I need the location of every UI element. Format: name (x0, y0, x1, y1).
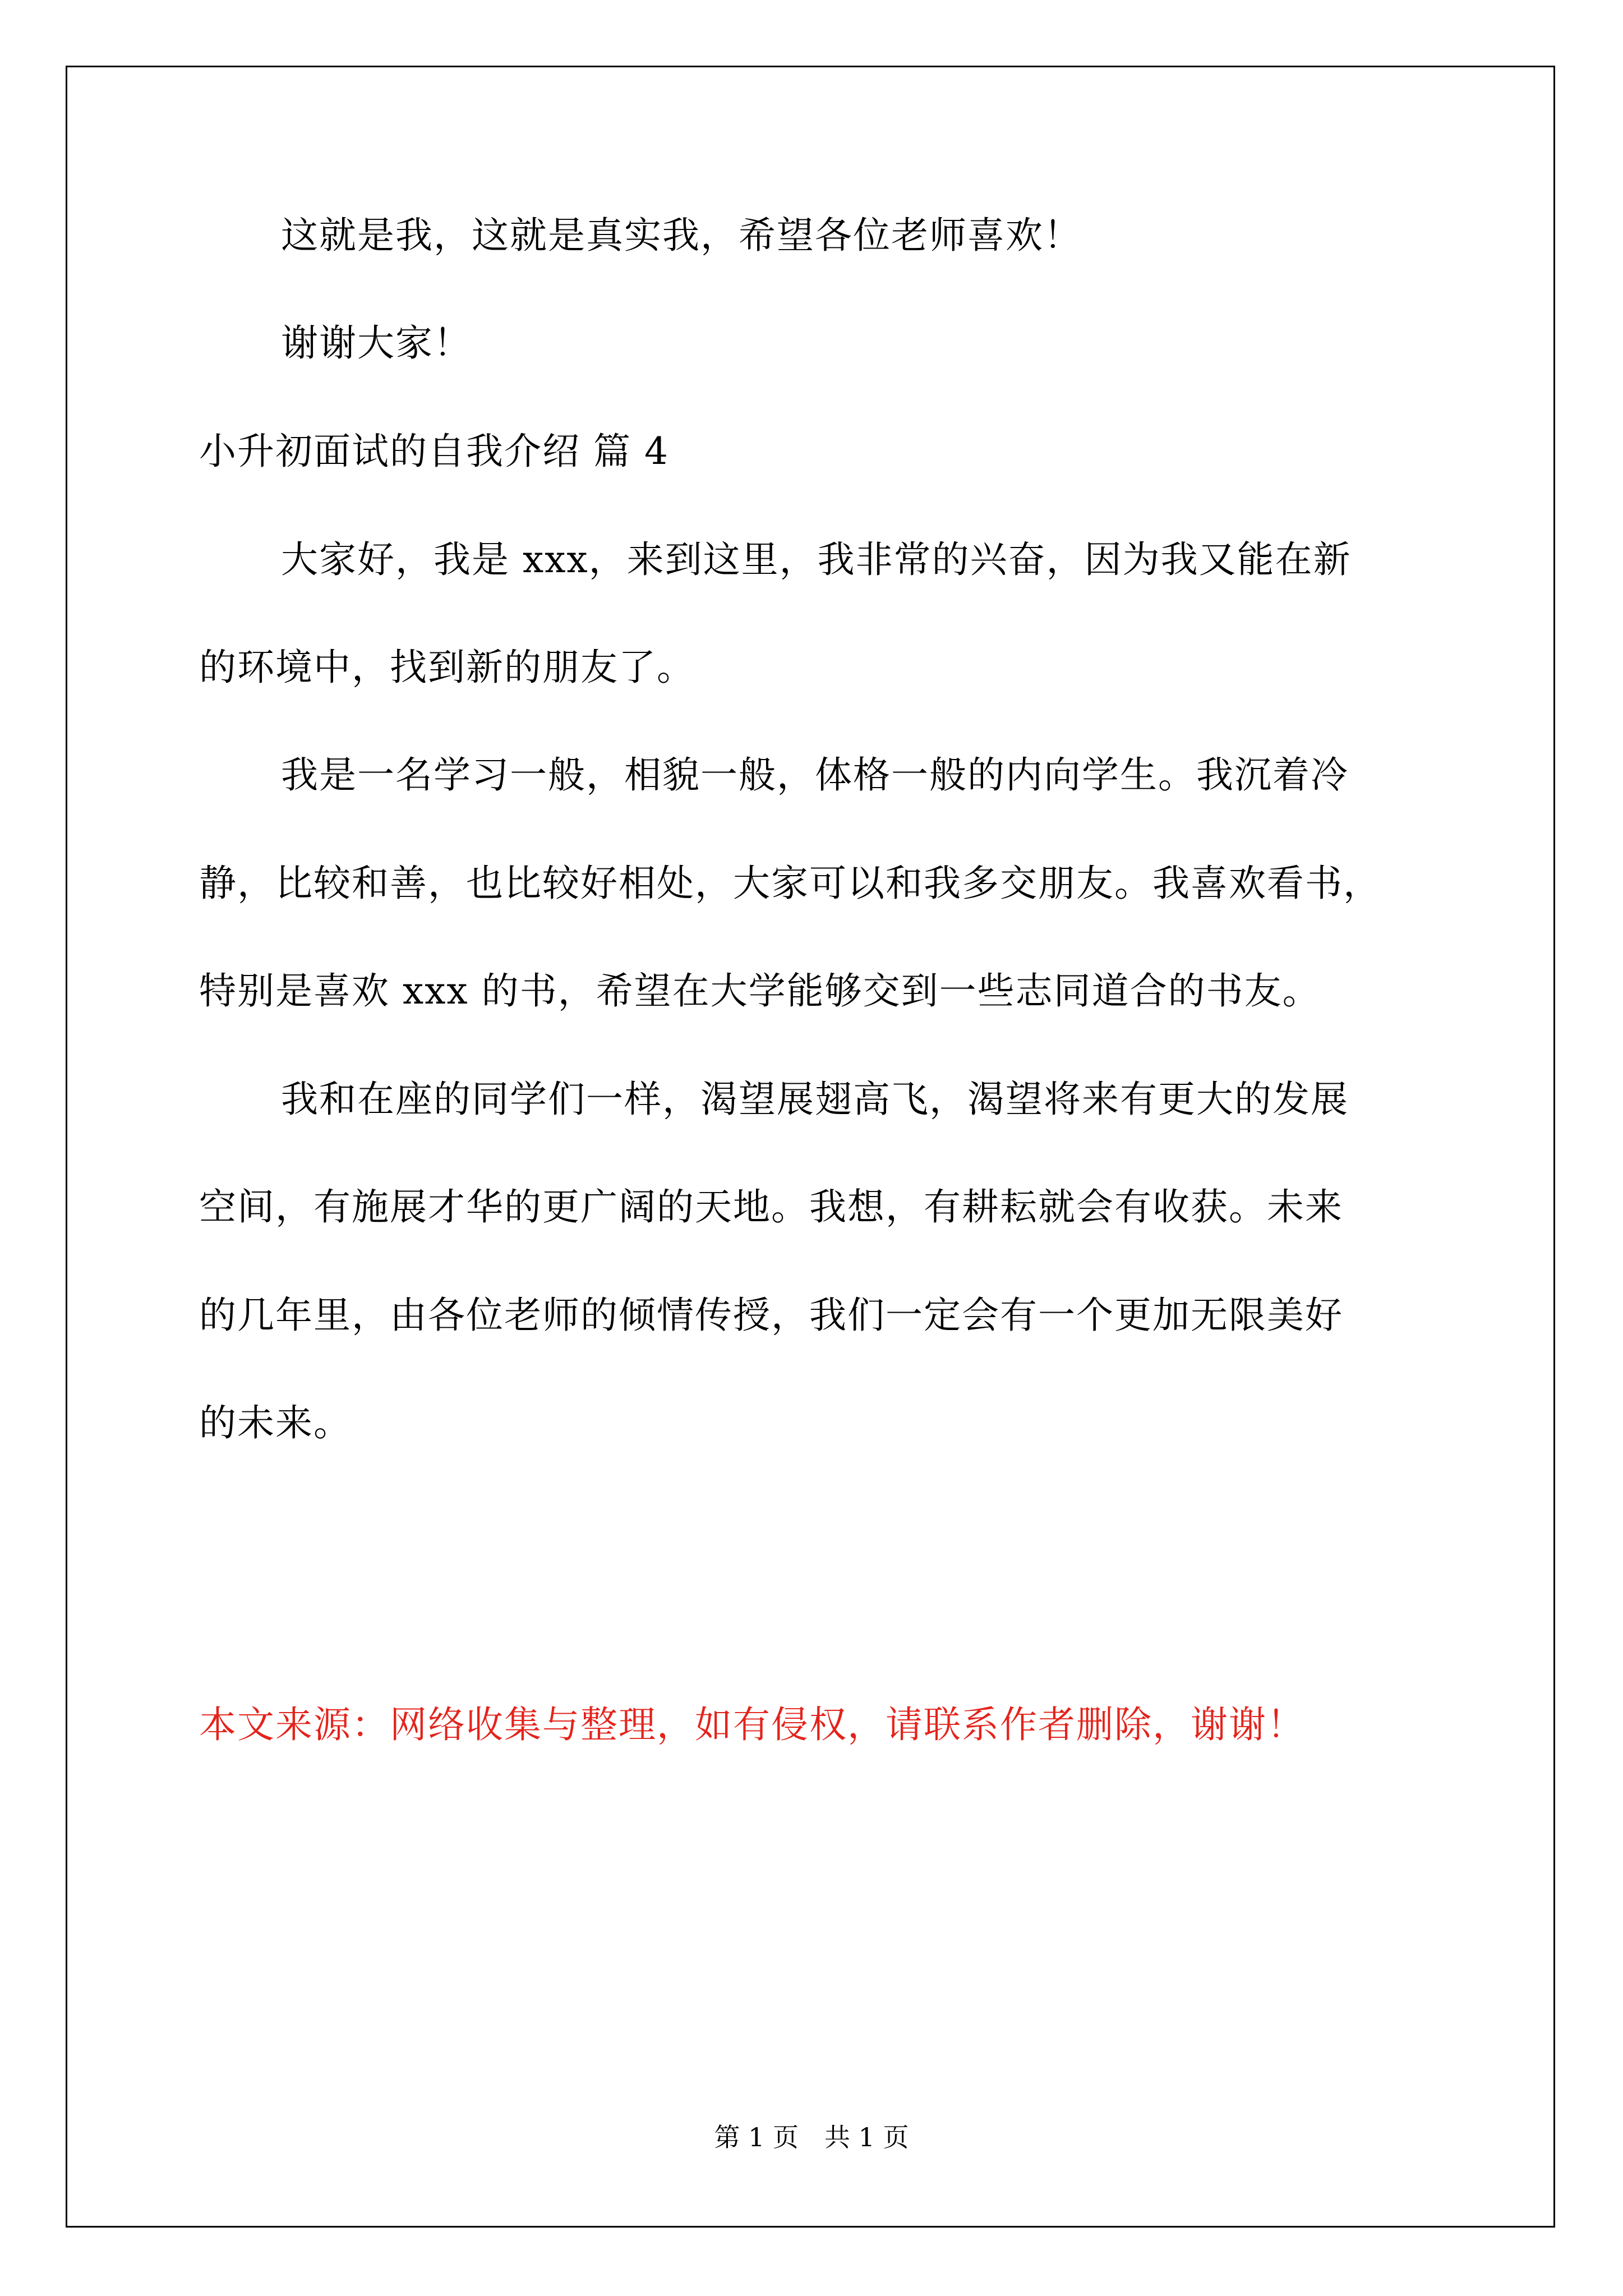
paragraph-line: 空间，有施展才华的更广阔的天地。我想，有耕耘就会有收获。未来 (199, 1185, 1343, 1228)
paragraph-line: 静，比较和善，也比较好相处，大家可以和我多交朋友。我喜欢看书， (199, 862, 1381, 905)
paragraph-line: 特别是喜欢 xxx 的书，希望在大学能够交到一些志同道合的书友。 (199, 969, 1321, 1013)
paragraph-line: 我和在座的同学们一样，渴望展翅高飞，渴望将来有更大的发展 (281, 1078, 1349, 1121)
paragraph-line: 这就是我，这就是真实我，希望各位老师喜欢！ (281, 214, 1082, 257)
paragraph-line: 的几年里，由各位老师的倾情传授，我们一定会有一个更加无限美好 (199, 1294, 1343, 1337)
paragraph-line: 我是一名学习一般，相貌一般，体格一般的内向学生。我沉着冷 (281, 753, 1349, 797)
page-frame (66, 66, 1555, 2228)
page-number-footer: 第 1 页 共 1 页 (714, 2122, 909, 2152)
source-note: 本文来源：网络收集与整理，如有侵权，请联系作者删除，谢谢！ (199, 1703, 1305, 1746)
section-heading: 小升初面试的自我介绍 篇 4 (199, 430, 669, 473)
paragraph-line: 的环境中，找到新的朋友了。 (199, 646, 695, 689)
paragraph-line: 大家好，我是 xxx，来到这里，我非常的兴奋，因为我又能在新 (281, 538, 1352, 581)
paragraph-line: 的未来。 (199, 1401, 352, 1444)
paragraph-line: 谢谢大家！ (281, 321, 472, 365)
